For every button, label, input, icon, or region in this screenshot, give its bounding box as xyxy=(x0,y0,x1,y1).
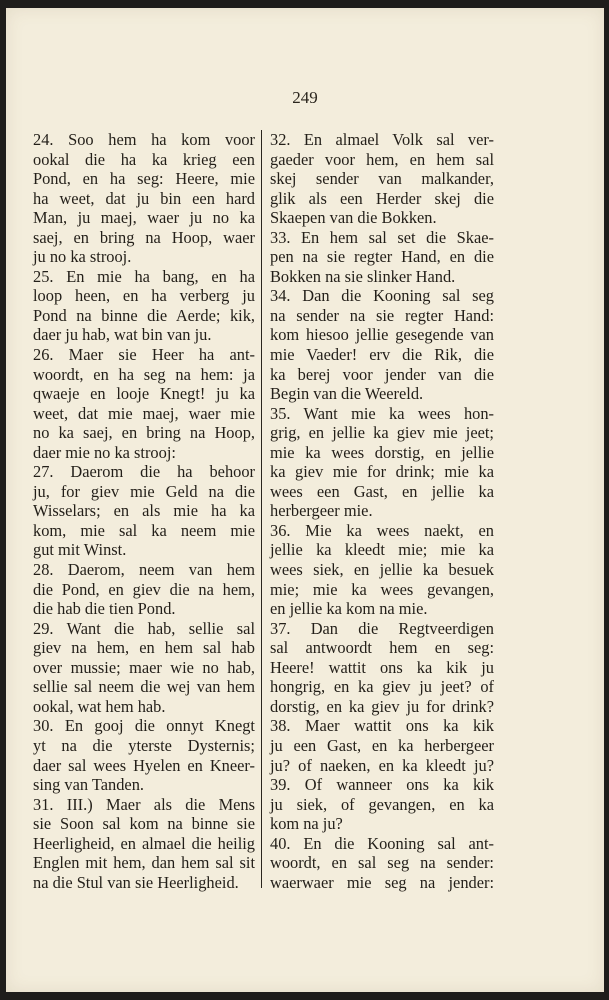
page-number: 249 xyxy=(292,88,318,107)
text-line: 35. Want mie ka wees hon- xyxy=(270,403,494,423)
text-line: Englen mit hem, dan hem sal sit xyxy=(33,853,255,873)
text-line: kom na ju? xyxy=(270,814,343,834)
text-line: mie Vaeder! erv die Rik, die xyxy=(270,345,494,365)
text-line: skej sender van malkander, xyxy=(270,169,494,189)
text-line: sing van Tanden. xyxy=(33,775,144,795)
text-line: daer ju hab, wat bin van ju. xyxy=(33,325,212,345)
text-line: glik als een Herder skej die xyxy=(270,188,494,208)
text-line: 34. Dan die Kooning sal seg xyxy=(270,286,494,306)
text-line: ka giev mie for drink; mie ka xyxy=(270,462,494,482)
text-line: weet, dat mie maej, waer mie xyxy=(33,403,255,423)
text-line: hongrig, en ka giev ju jeet? of xyxy=(270,677,494,697)
text-line: wees een Gast, en jellie ka xyxy=(270,481,494,501)
text-line: 30. En gooj die onnyt Knegt xyxy=(33,716,255,736)
text-line: Pond na binne die Aerde; kik, xyxy=(33,305,255,325)
text-line: daer mie no ka strooj: xyxy=(33,442,176,462)
text-line: Man, ju maej, waer ju no ka xyxy=(33,208,255,228)
text-line: loop heen, en ha verberg ju xyxy=(33,286,255,306)
text-line: daer sal wees Hyelen en Kneer- xyxy=(33,755,255,775)
text-line: die hab die tien Pond. xyxy=(33,599,176,619)
text-line: die Pond, en giev die na hem, xyxy=(33,579,255,599)
text-line: sal antwoordt hem en seg: xyxy=(270,638,494,658)
text-line: yt na die yterste Dysternis; xyxy=(33,735,255,755)
text-line: ju, for giev mie Geld na die xyxy=(33,481,255,501)
text-line: ookal, wat hem hab. xyxy=(33,696,166,716)
text-line: 33. En hem sal set die Skae- xyxy=(270,227,494,247)
text-line: ju siek, of gevangen, en ka xyxy=(270,794,494,814)
right-column xyxy=(270,130,494,892)
text-line: pen na sie regter Hand, en die xyxy=(270,247,494,267)
text-line: 32. En almael Volk sal ver- xyxy=(270,130,494,149)
text-line: ju no ka strooj. xyxy=(33,247,132,267)
text-line: kom hiesoo jellie gesegende van xyxy=(270,325,494,345)
text-line: giev na hem, en hem sal hab xyxy=(33,638,255,658)
text-line: 31. III.) Maer als die Mens xyxy=(33,794,255,814)
text-line: Heere! wattit ons ka kik ju xyxy=(270,657,494,677)
text-line: waerwaer mie seg na jender: xyxy=(270,872,494,892)
text-line: en jellie ka kom na mie. xyxy=(270,599,428,619)
text-line: sellie sal neem die wej van hem xyxy=(33,677,255,697)
text-line: na sender na sie regter Hand: xyxy=(270,305,494,325)
text-line: Pond, en ha seg: Heere, mie xyxy=(33,169,255,189)
text-line: no ka saej, en bring na Hoop, xyxy=(33,423,255,443)
text-line: qwaeje en looje Knegt! ju ka xyxy=(33,384,255,404)
text-line: Bokken na sie slinker Hand. xyxy=(270,266,456,286)
text-line: woordt, en ha seg na hem: ja xyxy=(33,364,255,384)
text-line: ju? of naeken, en ka kleedt ju? xyxy=(270,755,494,775)
text-line: jellie ka kleedt mie; mie ka xyxy=(270,540,494,560)
text-line: wees siek, en jellie ka besuek xyxy=(270,560,494,580)
text-line: Begin van die Weereld. xyxy=(270,384,424,404)
column-divider xyxy=(261,130,262,888)
text-line: ju een Gast, en ka herbergeer xyxy=(270,735,494,755)
text-line: mie ka wees dorstig, en jellie xyxy=(270,442,494,462)
text-line: ookal die ha ka krieg een xyxy=(33,149,255,169)
text-line: 40. En die Kooning sal ant- xyxy=(270,833,494,853)
text-line: 25. En mie ha bang, en ha xyxy=(33,266,255,286)
text-line: 29. Want die hab, sellie sal xyxy=(33,618,255,638)
text-line: 28. Daerom, neem van hem xyxy=(33,560,255,580)
text-line: Heerligheid, en almael die heilig xyxy=(33,833,255,853)
text-line: ha weet, dat ju bin een hard xyxy=(33,188,255,208)
book-page xyxy=(6,8,604,992)
text-line: Wisselars; en als mie ha ka xyxy=(33,501,255,521)
text-line: na die Stul van sie Heerligheid. xyxy=(33,872,239,892)
text-line: woordt, en sal seg na sender: xyxy=(270,853,494,873)
text-line: over mussie; maer wie no hab, xyxy=(33,657,255,677)
text-line: herbergeer mie. xyxy=(270,501,373,521)
text-line: 26. Maer sie Heer ha ant- xyxy=(33,345,255,365)
text-line: saej, en bring na Hoop, waer xyxy=(33,227,255,247)
text-line: 36. Mie ka wees naekt, en xyxy=(270,520,494,540)
text-line: gut mit Winst. xyxy=(33,540,127,560)
text-line: 27. Daerom die ha behoor xyxy=(33,462,255,482)
text-line: dorstig, en ka giev ju for drink? xyxy=(270,696,494,716)
text-line: 37. Dan die Regtveerdigen xyxy=(270,618,494,638)
text-line: Skaepen van die Bokken. xyxy=(270,208,437,228)
left-column xyxy=(33,130,255,892)
text-line: mie; mie ka wees gevangen, xyxy=(270,579,494,599)
text-line: gaeder voor hem, en hem sal xyxy=(270,149,494,169)
text-line: grig, en jellie ka giev mie jeet; xyxy=(270,423,494,443)
text-line: 24. Soo hem ha kom voor xyxy=(33,130,255,149)
text-line: 38. Maer wattit ons ka kik xyxy=(270,716,494,736)
text-line: kom, mie sal ka neem mie xyxy=(33,520,255,540)
text-line: 39. Of wanneer ons ka kik xyxy=(270,775,494,795)
text-line: sie Soon sal kom na binne sie xyxy=(33,814,255,834)
text-line: ka berej voor jender van die xyxy=(270,364,494,384)
